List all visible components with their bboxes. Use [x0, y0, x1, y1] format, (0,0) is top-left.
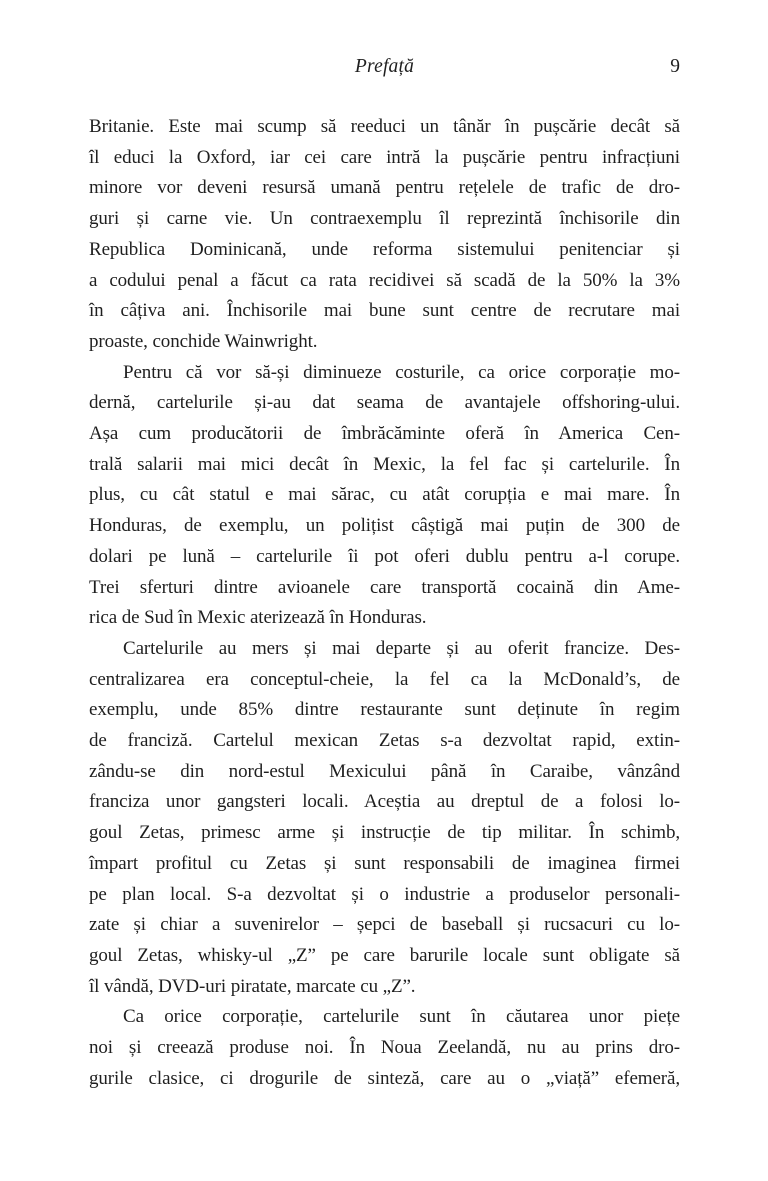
text-line: proaste, conchide Wainwright. [89, 330, 318, 352]
text-line: centralizarea era conceptul-cheie, la fel ca la McDonald’s, de [89, 668, 680, 690]
text-line: pe plan local. S-a dezvoltat și o industrie a produselor personali- [89, 883, 680, 905]
text-line: Ca orice corporație, cartelurile sunt în căutarea unor piețe [123, 1006, 680, 1028]
text-line: Trei sferturi dintre avioanele care transportă cocaină din Ame- [89, 576, 680, 598]
text-line: minore vor deveni resursă umană pentru rețelele de trafic de dro- [89, 177, 680, 199]
page-number: 9 [670, 56, 680, 77]
text-line: Cartelurile au mers și mai departe și au oferit francize. Des- [123, 637, 680, 659]
text-line: dolari pe lună – cartelurile îi pot oferi dublu pentru a-l corupe. [89, 545, 680, 567]
text-line: goul Zetas, whisky-ul „Z” pe care barurile locale sunt obligate să [89, 944, 680, 966]
text-line: guri și carne vie. Un contraexemplu îl reprezintă închisorile din [89, 208, 680, 230]
text-line: Pentru că vor să-și diminueze costurile, ca orice corporație mo- [123, 361, 680, 383]
text-line: exemplu, unde 85% dintre restaurante sunt deținute în regim [89, 699, 680, 721]
text-line: dernă, cartelurile și-au dat seama de avantajele offshoring-ului. [89, 392, 680, 414]
text-line: Britanie. Este mai scump să reeduci un tânăr în pușcărie decât să [89, 116, 680, 137]
text-line: în câțiva ani. Închisorile mai bune sunt centre de recrutare mai [89, 300, 680, 322]
text-line: trală salarii mai mici decât în Mexic, la fel fac și cartelurile. În [89, 453, 680, 475]
text-line: Honduras, de exemplu, un polițist câștigă mai puțin de 300 de [89, 515, 680, 537]
text-line: goul Zetas, primesc arme și instrucție de tip militar. În schimb, [89, 822, 680, 844]
text-line: de franciză. Cartelul mexican Zetas s-a dezvoltat rapid, extin- [89, 730, 680, 752]
text-line: plus, cu cât statul e mai sărac, cu atât corupția e mai mare. În [89, 484, 680, 506]
text-line: zate și chiar a suvenirelor – șepci de baseball și rucsacuri cu lo- [89, 914, 680, 936]
body-text [89, 112, 680, 1095]
text-line: a codului penal a făcut ca rata recidivei să scadă de la 50% la 3% [89, 269, 680, 291]
text-line: îl vândă, DVD-uri piratate, marcate cu „Z”. [89, 975, 416, 997]
text-line: împart profitul cu Zetas și sunt responsabili de imaginea firmei [89, 852, 680, 874]
text-line: franciza unor gangsteri locali. Aceștia au dreptul de a folosi lo- [89, 791, 680, 813]
text-line: gurile clasice, ci drogurile de sinteză, care au o „viață” efemeră, [89, 1067, 680, 1089]
text-line: rica de Sud în Mexic aterizează în Honduras. [89, 607, 427, 629]
chapter-title: Prefață [354, 56, 415, 77]
text-line: noi și creează produse noi. În Noua Zeelandă, nu au prins dro- [89, 1037, 680, 1059]
text-line: îl educi la Oxford, iar cei care intră la pușcărie pentru infracțiuni [89, 146, 680, 168]
text-line: zându-se din nord-estul Mexicului până în Caraibe, vânzând [89, 760, 680, 782]
text-line: Așa cum producătorii de îmbrăcăminte oferă în America Cen- [89, 423, 680, 445]
running-head [89, 52, 680, 82]
text-line: Republica Dominicană, unde reforma sistemului penitenciar și [89, 238, 680, 260]
